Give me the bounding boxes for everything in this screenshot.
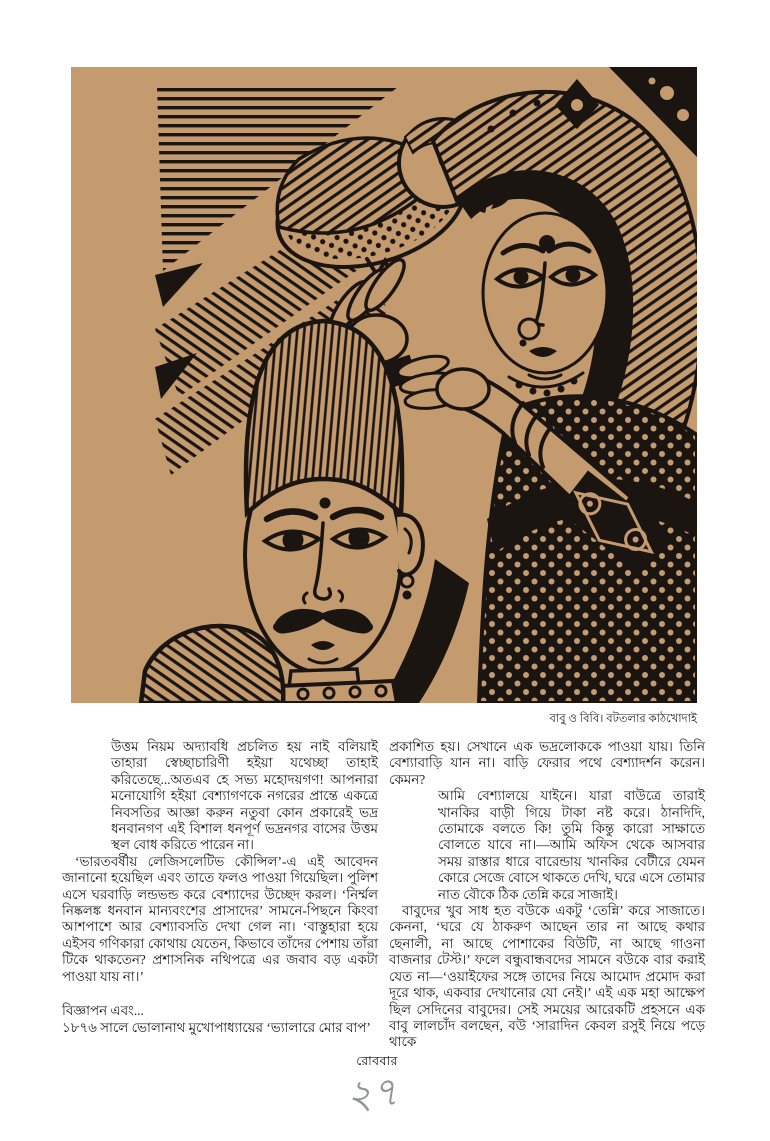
- woodcut-image: [71, 67, 697, 703]
- paragraph: প্রকাশিত হয়। সেখানে এক ভদ্রলোককে পাওয়া যায়। তিনি বেশ্যাবাড়ি যান না। বাড়ি ফেরার পথে বেশ্যাদর্শন করেন। কেমন?: [389, 739, 705, 787]
- paragraph: ‘ভারতবর্ষীয় লেজিসলেটিভ কৌন্সিল’-এ এই আবেদন জানানো হয়েছিল এবং তাতে ফলও পাওয়া গিয়েছিল। পুলিশ এসে ঘরবাড়ি লন্ডভন্ড করে বেশ্যাদের উচ্ছেদ করল। ‘নির্ম্মল নিষ্কলঙ্ক ধনবান মান্যবংশের প্রাসাদের’ সামনে-পিছনে কিংবা আশপাশে আর বেশ্যাবসতি দেখা গেল না। ‘বাস্তুহারা হয়ে এইসব গণিকারা কোথায় যেতেন, কিভাবে তাঁদের পেশায় তাঁরা টিকে থাকতেন? প্রশাসনিক নথিপত্রে এর জবাব বড় একটা পাওয়া যায় না।’: [62, 853, 378, 984]
- paragraph-quote-continuation: উত্তম নিয়ম অদ্যাবধি প্রচলিত হয় নাই বলিয়াই তাহারা স্বেচ্ছাচারিণী হইয়া যথেচ্ছা তাহাই করিতেছে...অতএব হে সভ্য মহোদয়গণ! আপনারা মনোযোগি হইয়া বেশ্যাগণকে নগরের প্রান্তে একত্রে নিবসতির আজ্ঞা করুন নতুবা কোন প্রকারেই ভদ্র ধনবানগণ এই বিশাল ধনপূর্ণ ভদ্রনগর বাসের উত্তম স্থল বোধ করিতে পারেন না।: [111, 739, 378, 853]
- paragraph: বাবুদের খুব সাধ হত বউকে একটু ‘তেন্নি’ করে সাজাতে। কেননা, ‘ঘরে যে ঠাকরুণ আছেন তার না আছে কথার ছেনালী, না আছে পোশাকের বিউটি, না আছে গাওনা বাজনার টেস্ট।’ ফলে বন্ধুবান্ধবদের সামনে বউকে বার করাই যেত না—‘ওয়াইফের সঙ্গে তাদের নিয়ে আমোদ প্রমোদ করা দূরে থাক, একবার দেখানোর যো নেই।’ এই এক মহা আক্ষেপ ছিল সেদিনের বাবুদের। সেই সময়ের আরেকটি প্রহসনে এক বাবু লালচাঁদ বলছেন, বউ ‘সারাদিন কেবল রসুই নিয়ে পড়ে থাকে: [389, 903, 705, 1050]
- magazine-name: রোববার: [356, 1054, 398, 1068]
- paragraph-quote: আমি বেশ্যালয়ে যাইনে। যারা বাউত্রে তারাই খানকির বাড়ী গিয়ে টাকা নষ্ট করে। ঠানদিদি, তোমাকে বলতে কি! তুমি কিন্তু কারো সাক্ষাতে বোলতে যাবে না।—আমি অফিস থেকে আসবার সময় রাস্তার ধারে বারেন্ডায় খানকির বেটীরে যেমন কোরে সেজে বোসে থাকতে দেখি, ঘরে এসে তোমার নাত বৌকে ঠিক তেন্নি করে সাজাই।: [438, 788, 705, 902]
- section-subhead: বিজ্ঞাপন এবং...: [62, 1003, 144, 1019]
- page-number: ২৭: [344, 1068, 400, 1120]
- artwork-caption: বাবু ও বিবি। বটতলার কাঠখোদাই: [549, 713, 697, 725]
- page-footer: [0, 1053, 770, 1120]
- article-body: [62, 739, 706, 1051]
- paragraph: ১৮৭৬ সালে ভোলানাথ মুখোপাধ্যায়ের ‘ভ্যালারে মোর বাপ’: [62, 1019, 371, 1035]
- right-column: [389, 739, 705, 1051]
- battala-woodcut-illustration: [71, 67, 697, 729]
- left-column: [62, 739, 378, 1051]
